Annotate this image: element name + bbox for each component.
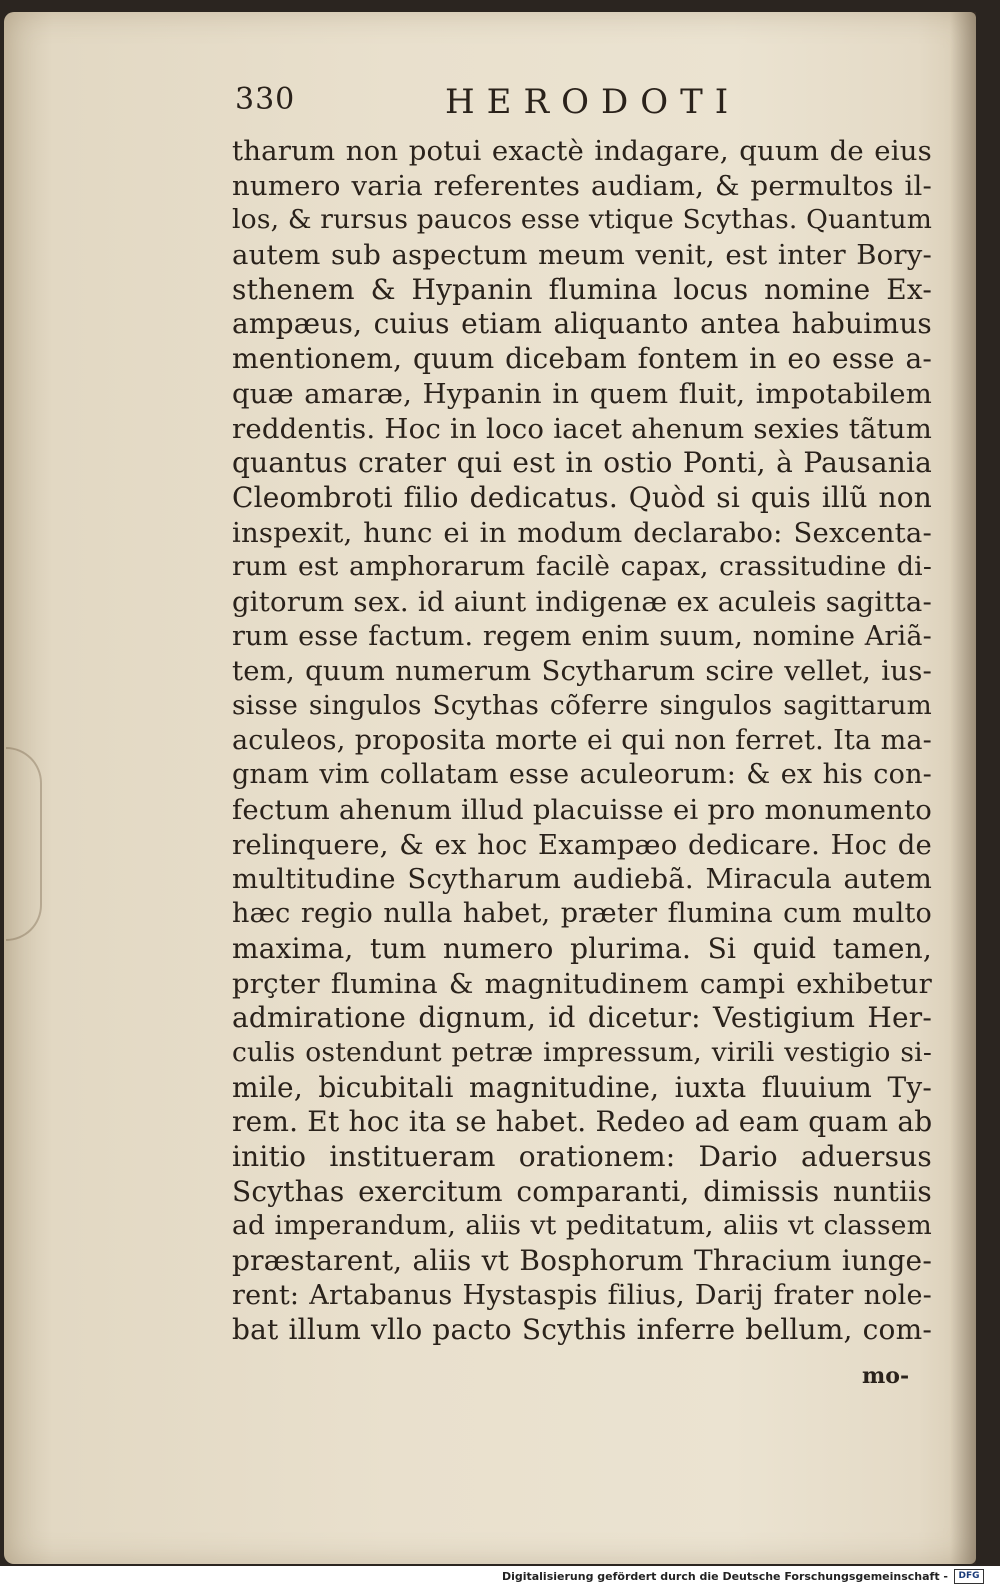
text-line: aculeos, proposita morte ei qui non ferret. Ita ma- <box>232 724 932 756</box>
dfg-logo: DFG <box>954 1569 984 1584</box>
footer-bar <box>0 1566 1000 1590</box>
page-number: 330 <box>235 82 296 117</box>
text-line: bat illum vllo pacto Scythis inferre bellum, com- <box>232 1313 932 1347</box>
text-line: maxima, tum numero plurima. Si quid tamen, <box>232 931 932 965</box>
text-line: præstarent, aliis vt Bosphorum Thracium iunge- <box>232 1244 932 1277</box>
text-line: hæc regio nulla habet, præter flumina cum multo <box>232 898 932 930</box>
text-line: rum est amphorarum facilè capax, crassitudine di- <box>232 551 932 583</box>
text-line: tharum non potui exactè indagare, quum de eius <box>232 135 932 167</box>
text-line: sisse singulos Scythas cõferre singulos sagittarum <box>232 690 932 721</box>
body-text <box>232 134 932 1348</box>
page-header <box>235 82 935 128</box>
funding-credit: Digitalisierung gefördert durch die Deutsche Forschungsgemeinschaft - <box>501 1570 948 1583</box>
text-line: rent: Artabanus Hystaspis filius, Darij frater nole- <box>232 1279 932 1311</box>
text-line: relinquere, & ex hoc Exampæo dedicare. Hoc de <box>232 828 932 861</box>
text-line: prçter flumina & magnitudinem campi exhibetur <box>232 967 932 1000</box>
text-line: Scythas exercitum comparanti, dimissis nuntiis <box>232 1174 932 1208</box>
running-title: HERODOTI <box>445 82 741 122</box>
text-line: fectum ahenum illud placuisse ei pro monumento <box>232 794 932 827</box>
text-line: rem. Et hoc ita se habet. Redeo ad eam quam ab <box>232 1105 933 1139</box>
text-line: multitudine Scytharum audiebã. Miracula autem <box>232 863 932 896</box>
page-gutter-shadow <box>950 12 976 1564</box>
text-line: rum esse factum. regem enim suum, nomine Ariã- <box>232 620 932 652</box>
text-line: tem, quum numerum Scytharum scire vellet, ius- <box>232 655 932 688</box>
text-line: inspexit, hunc ei in modum declarabo: Sexcenta- <box>232 516 932 549</box>
text-line: sthenem & Hypanin flumina locus nomine Ex- <box>232 272 932 306</box>
text-line: gnam vim collatam esse aculeorum: & ex his con- <box>232 759 932 791</box>
fore-edge-mark <box>6 747 42 941</box>
text-line: los, & rursus paucos esse vtique Scythas. Quantum <box>232 204 933 236</box>
text-line: ad imperandum, aliis vt peditatum, aliis vt classem <box>232 1210 932 1242</box>
text-line: quæ amaræ, Hypanin in quem fluit, impotabilem <box>232 377 932 410</box>
text-line: ampæus, cuius etiam aliquanto antea habuimus <box>232 307 932 341</box>
text-line: Cleombroti filio dedicatus. Quòd si quis illũ non <box>232 480 932 514</box>
text-line: culis ostendunt petræ impressum, virili vestigio si- <box>232 1036 932 1068</box>
text-line: reddentis. Hoc in loco iacet ahenum sexies tãtum <box>232 412 932 445</box>
text-line: numero varia referentes audiam, & permultos il- <box>232 169 932 202</box>
text-line: initio institueram orationem: Dario aduersus <box>232 1139 932 1173</box>
text-line: quantus crater qui est in ostio Ponti, à Pausania <box>232 446 932 480</box>
text-line: admiratione dignum, id dicetur: Vestigium Her- <box>232 1001 932 1035</box>
text-line: mile, bicubitali magnitudine, iuxta fluuium Ty- <box>232 1070 932 1104</box>
catchword: mo- <box>862 1363 910 1389</box>
text-line: mentionem, quum dicebam fontem in eo esse a- <box>232 342 932 376</box>
text-line: gitorum sex. id aiunt indigenæ ex aculeis sagitta- <box>232 585 932 618</box>
text-line: autem sub aspectum meum venit, est inter Bory- <box>232 239 932 272</box>
